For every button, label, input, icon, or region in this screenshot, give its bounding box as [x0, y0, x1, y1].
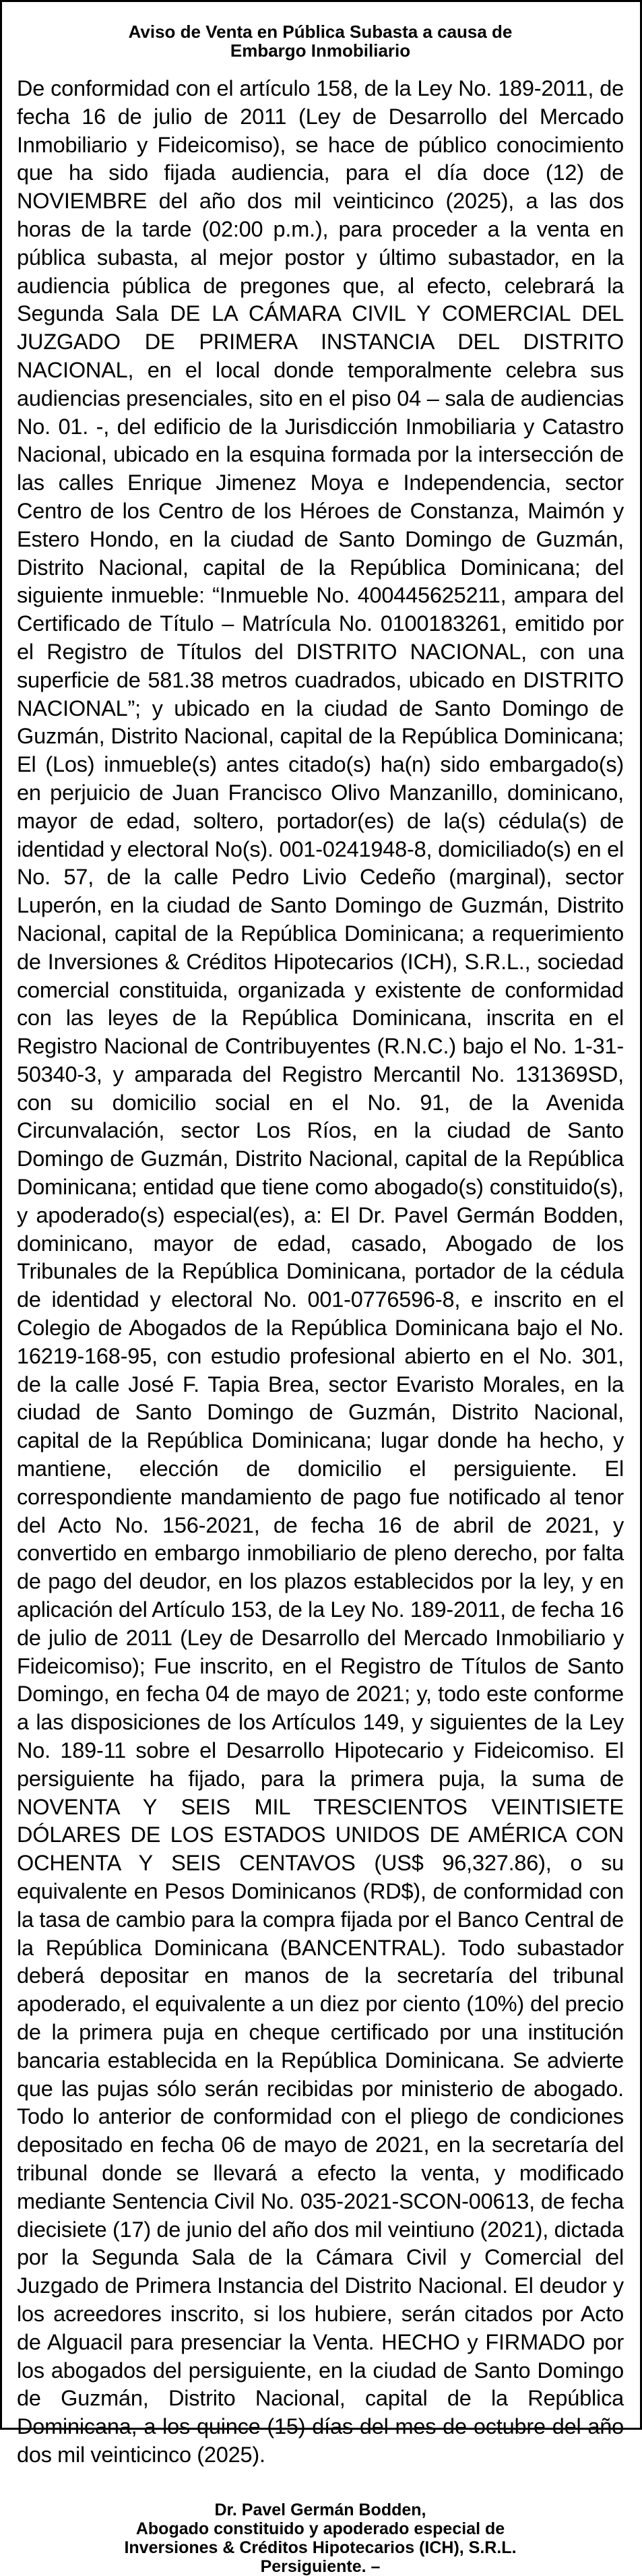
signature-block — [17, 2501, 624, 2576]
notice-title-line-2: Embargo Inmobiliario — [230, 40, 411, 61]
signature-role: Abogado constituido y apoderado especial de — [135, 2519, 505, 2538]
notice-title — [17, 22, 624, 60]
notice-title-line-1: Aviso de Venta en Pública Subasta a causa de — [128, 22, 513, 42]
signature-company: Inversiones & Créditos Hipotecarios (ICH), S.R.L. — [124, 2538, 517, 2557]
signature-name: Dr. Pavel Germán Bodden, — [214, 2500, 426, 2519]
signature-party: Persiguiente. – — [260, 2556, 381, 2576]
notice-body: De conformidad con el artículo 158, de la Ley No. 189-2011, de fecha 16 de julio de 2011 (Ley de Desarrollo del Mercado Inmobiliario y Fideicomiso), se hace de público conocimiento que ha sido fijada audiencia, para el día doce (12) de NOVIEMBRE del año dos mil veinticinco (2025), a las dos horas de la tarde (02:00 p.m.), para proceder a la venta en pública subasta, al mejor postor y último subastador, en la audiencia pública de pregones que, al efecto, celebrará la Segunda Sala DE LA CÁMARA CIVIL Y COMERCIAL DEL JUZGADO DE PRIMERA INSTANCIA DEL DISTRITO NACIONAL, en el local donde temporalmente celebra sus audiencias presenciales, sito en el piso 04 – sala de audiencias No. 01. -, del edificio de la Jurisdicción Inmobiliaria y Catastro Nacional, ubicado en la esquina formada por la intersección de las calles Enrique Jimenez Moya e Independencia, sector Centro de los Centro de los Héroes de Constanza, Maimón y Estero Hondo, en la ciudad de Santo Domingo de Guzmán, Distrito Nacional, capital de la República Dominicana; del siguiente inmueble: “Inmueble No. 400445625211, ampara del Certificado de Título – Matrícula No. 0100183261, emitido por el Registro de Títulos del DISTRITO NACIONAL, con una superficie de 581.38 metros cuadrados, ubicado en DISTRITO NACIONAL”; y ubicado en la ciudad de Santo Domingo de Guzmán, Distrito Nacional, capital de la República Dominicana; El (Los) inmueble(s) antes citado(s) ha(n) sido embargado(s) en perjuicio de Juan Francisco Olivo Manzanillo, dominicano, mayor de edad, soltero, portador(es) de la(s) cédula(s) de identidad y electoral No(s). 001-0241948-8, domiciliado(s) en el No. 57, de la calle Pedro Livio Cedeño (marginal), sector Luperón, en la ciudad de Santo Domingo de Guzmán, Distrito Nacional, capital de la República Dominicana; a requerimiento de Inversiones & Créditos Hipotecarios (ICH), S.R.L., sociedad comercial constituida, organizada y existente de conformidad con las leyes de la República Dominicana, inscrita en el Registro Nacional de Contribuyentes (R.N.C.) bajo el No. 1-31-50340-3, y amparada del Registro Mercantil No. 131369SD, con su domicilio social en el No. 91, de la Avenida Circunvalación, sector Los Ríos, en la ciudad de Santo Domingo de Guzmán, Distrito Nacional, capital de la República Dominicana; entidad que tiene como abogado(s) constituido(s), y apoderado(s) especial(es), a: El Dr. Pavel Germán Bodden, dominicano, mayor de edad, casado, Abogado de los Tribunales de la República Dominicana, portador de la cédula de identidad y electoral No. 001-0776596-8, e inscrito en el Colegio de Abogados de la República Dominicana bajo el No. 16219-168-95, con estudio profesional abierto en el No. 301, de la calle José F. Tapia Brea, sector Evaristo Morales, en la ciudad de Santo Domingo de Guzmán, Distrito Nacional, capital de la República Dominicana; lugar donde ha hecho, y mantiene, elección de domicilio el persiguiente. El correspondiente mandamiento de pago fue notificado al tenor del Acto No. 156-2021, de fecha 16 de abril de 2021, y convertido en embargo inmobiliario de pleno derecho, por falta de pago del deudor, en los plazos establecidos por la ley, y en aplicación del Artículo 153, de la Ley No. 189-2011, de fecha 16 de julio de 2011 (Ley de Desarrollo del Mercado Inmobiliario y Fideicomiso); Fue inscrito, en el Registro de Títulos de Santo Domingo, en fecha 04 de mayo de 2021; y, todo este conforme a las disposiciones de los Artículos 149, y siguientes de la Ley No. 189-11 sobre el Desarrollo Hipotecario y Fideicomiso. El persiguiente ha fijado, para la primera puja, la suma de NOVENTA Y SEIS MIL TRESCIENTOS VEINTISIETE DÓLARES DE LOS ESTADOS UNIDOS DE AMÉRICA CON OCHENTA Y SEIS CENTAVOS (US$ 96,327.86), o su equivalente en Pesos Dominicanos (RD$), de conformidad con la tasa de cambio para la compra fijada por el Banco Central de la República Dominicana (BANCENTRAL). Todo subastador deberá depositar en manos de la secretaría del tribunal apoderado, el equivalente a un diez por ciento (10%) del precio de la primera puja en cheque certificado por una institución bancaria establecida en la República Dominicana. Se advierte que las pujas sólo serán recibidas por ministerio de abogado. Todo lo anterior de conformidad con el pliego de condiciones depositado en fecha 06 de mayo de 2021, en la secretaría del tribunal donde se llevará a efecto la venta, y modificado mediante Sentencia Civil No. 035-2021-SCON-00613, de fecha diecisiete (17) de junio del año dos mil veintiuno (2021), dictada por la Segunda Sala de la Cámara Civil y Comercial del Juzgado de Primera Instancia del Distrito Nacional. El deudor y los acreedores inscrito, si los hubiere, serán citados por Acto de Alguacil para presenciar la Venta. HECHO y FIRMADO por los abogados del persiguiente, en la ciudad de Santo Domingo de Guzmán, Distrito Nacional, capital de la República Dominicana, a los quince (15) días del mes de octubre del año dos mil veinticinco (2025). — [17, 76, 624, 2467]
